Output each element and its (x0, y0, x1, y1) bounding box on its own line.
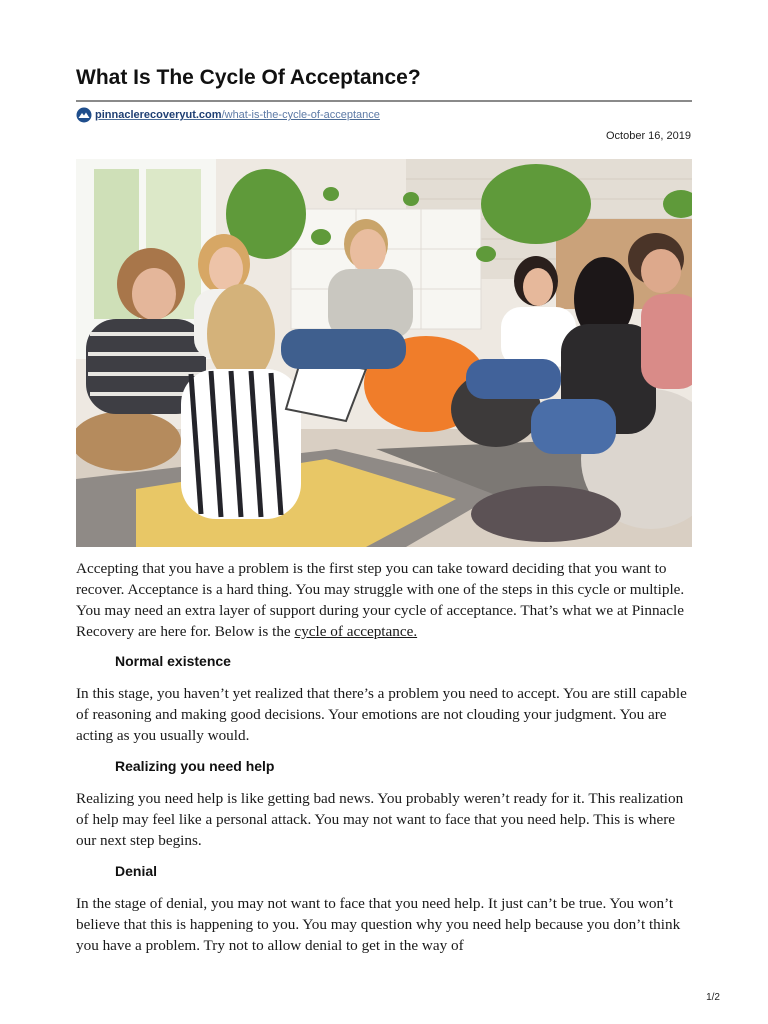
cycle-of-acceptance-link[interactable]: cycle of acceptance. (294, 623, 418, 640)
section-paragraph-normal-existence: In this stage, you haven’t yet realized that there’s a problem you need to accept. You are still capable of reasoning and making good decisions. Your emotions are not clouding your judgment. You are acting as you usually would. (76, 685, 687, 744)
article-body (76, 558, 696, 956)
section-heading-realizing-help: Realizing you need help (115, 758, 275, 774)
intro-text: Accepting that you have a problem is the first step you can take toward deciding that you want to recover. Acceptance is a hard thing. You may struggle with one of the steps in this cycle or multiple. You may need an extra layer of support during your cycle of acceptance. That’s what we at Pinnacle Recovery are here for. Below is the (76, 560, 685, 640)
intro-paragraph (76, 558, 696, 642)
section-paragraph-realizing-help: Realizing you need help is like getting bad news. You probably weren’t ready for it. This realization of help may feel like a personal attack. You may not want to face that you need help. This is where our next step begins. (76, 790, 684, 849)
site-favicon-icon (76, 107, 92, 123)
publish-date: October 16, 2019 (605, 130, 691, 142)
page-number: 1/2 (706, 992, 720, 1003)
source-link[interactable] (95, 109, 380, 121)
page-title: What Is The Cycle Of Acceptance? (76, 66, 421, 89)
section-paragraph-denial: In the stage of denial, you may not want to face that you need help. It just can’t be true. You won’t believe that this is happening to you. You may question why you need help because you don’t think you have a problem. Try not to allow denial to get in the way of (76, 895, 681, 954)
source-line (76, 106, 380, 124)
title-divider (76, 100, 692, 102)
section-heading-denial: Denial (115, 863, 158, 879)
section-heading-normal-existence: Normal existence (115, 653, 231, 669)
group-therapy-photo (76, 159, 692, 547)
source-path: /what-is-the-cycle-of-acceptance (221, 109, 380, 121)
source-domain: pinnaclerecoveryut.com (95, 109, 222, 121)
